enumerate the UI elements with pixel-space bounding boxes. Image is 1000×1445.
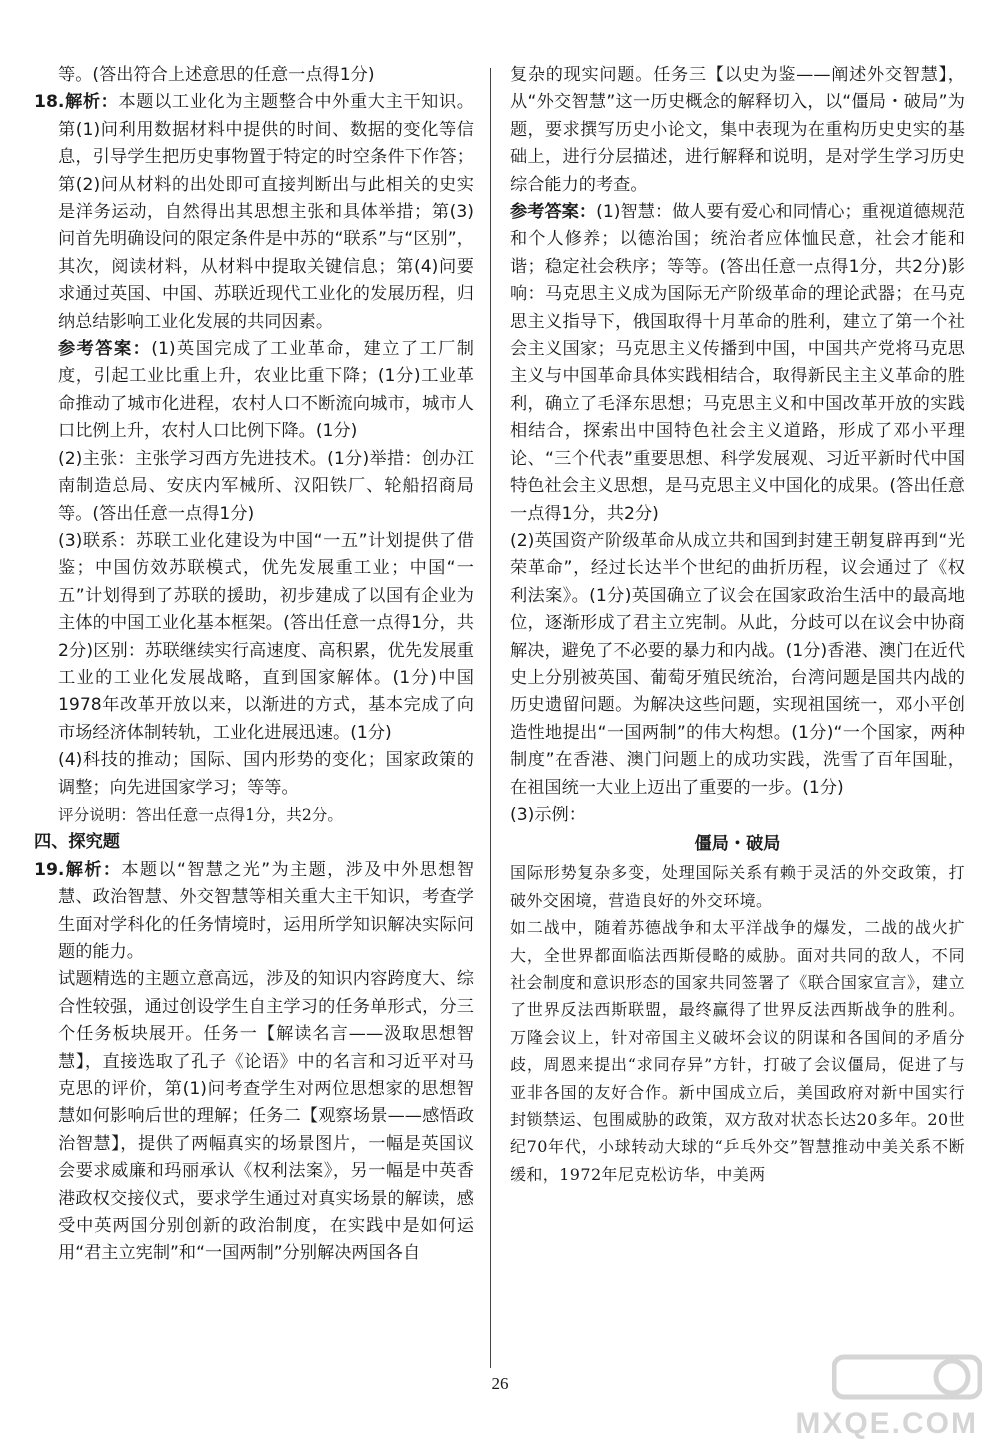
q19-answer-1-text: (1)智慧：做人要有爱心和同情心；重视道德规范和个人修养；以德治国；统治者应体恤民意，社会才能和谐；稳定社会秩序；等等。(答出任意一点得1分，共2分)影响：马克思主义成为国际无产阶级革命的理论武器；在马克思主义指导下，俄国取得十月革命的胜利，建立了第一个社会主义国家；马克思主义传播到中国，中国共产党将马克思主义与中国革命具体实践相结合，取得新民主主义革命的胜利，确立了毛泽东思想；马克思主义和中国改革开放的实践相结合，探索出中国特色社会主义道路，形成了邓小平理论、“三个代表”重要思想、科学发展观、习近平新时代中国特色社会主义思想，是马克思主义中国化的成果。(答出任意一点得1分，共2分) — [510, 202, 965, 524]
essay-paragraph-2: 如二战中，随着苏德战争和太平洋战争的爆发，二战的战火扩大，全世界都面临法西斯侵略的威胁。面对共同的敌人，不同社会制度和意识形态的国家共同签署了《联合国家宣言》，建立了世界反法西斯联盟，最终赢得了世界反法西斯战争的胜利。万隆会议上，针对帝国主义破坏会议的阴谋和各国间的矛盾分歧，周恩来提出“求同存异”方针，打破了会议僵局，促进了与亚非各国的友好合作。新中国成立后，美国政府对新中国实行封锁禁运、包围威胁的政策，双方敌对状态长达20多年。20世纪70年代，小球转动大球的“乒乓外交”智慧推动中美关系不断缓和，1972年尼克松访华，中美两 — [510, 918, 965, 1184]
right-column — [510, 62, 965, 1188]
scoring-note: 评分说明：答出任意一点得1分，共2分。 — [58, 805, 343, 824]
q19-analysis-text: 本题以“智慧之光”为主题，涉及中外思想智慧、政治智慧、外交智慧等相关重大主干知识，考查学生面对学科化的任务情境时，运用所学知识解决实际问题的能力。 — [58, 859, 475, 962]
q19-answer-1 — [510, 199, 965, 528]
watermark-text: MXQE.COM — [795, 1407, 978, 1440]
q18-answer-4: (4)科技的推动；国际、国内形势的变化；国家政策的调整；向先进国家学习；等等。 — [58, 750, 474, 798]
q18-analysis-text: 本题以工业化为主题整合中外重大主干知识。第(1)问利用数据材料中提供的时间、数据的变化等信息，引导学生把历史事物置于特定的时空条件下作答；第(2)问从材料的出处即可直接判断出与此相关的史实是洋务运动，自然得出其思想主张和具体举措；第(3)问首先明确设问的限定条件是中苏的“联系”与“区别”，其次，阅读材料，从材料中提取关键信息；第(4)问要求通过英国、中国、苏联近现代工业化的发展历程，归纳总结影响工业化发展的共同因素。 — [58, 92, 474, 332]
section-heading-inquiry: 四、探究题 — [34, 832, 120, 853]
q19-answer-2: (2)英国资产阶级革命从成立共和国到封建王朝复辟再到“光荣革命”，经过长达半个世纪的曲折历程，议会通过了《权利法案》。(1分)英国确立了议会在国家政治生活中的最高地位，逐渐形成了君主立宪制。从此，分歧可以在议会中协商解决，避免了不必要的暴力和内战。(1分)香港、澳门在近代史上分别被英国、葡萄牙殖民统治，台湾问题是国共内战的历史遗留问题。为解决这些问题，实现祖国统一，邓小平创造性地提出“一国两制”的伟大构想。(1分)“一个国家，两种制度”在香港、澳门问题上的成功实践，洗雪了百年国耻，在祖国统一大业上迈出了重要的一步。(1分) — [510, 530, 965, 798]
left-continuation-line: 等。(答出符合上述意思的任意一点得1分) — [58, 65, 375, 85]
q18-answer-1-text: (1)英国完成了工业革命，建立了工厂制度，引起工业比重上升，农业比重下降；(1分)工业革命推动了城市化进程，农村人口不断流向城市，城市人口比例上升，农村人口比例下降。(1分) — [58, 339, 474, 442]
left-column — [34, 62, 474, 1268]
q18-answer-3: (3)联系：苏联工业化建设为中国“一五”计划提供了借鉴；中国仿效苏联模式，优先发展重工业；中国“一五”计划得到了苏联的援助，初步建成了以国有企业为主体的中国工业化基本框架。(答出任意一点得1分，共2分)区别：苏联继续实行高速度、高积累，优先发展重工业的工业化发展战略，直到国家解体。(1分)中国1978年改革开放以来，以渐进的方式，基本完成了向市场经济体制转轨，工业化进展迅速。(1分) — [58, 530, 474, 743]
reference-answer-label: 参考答案： — [58, 339, 152, 360]
q18-answer-1 — [34, 336, 474, 446]
q19-analysis-detail: 试题精选的主题立意高远，涉及的知识内容跨度大、综合性较强，通过创设学生自主学习的任务单形式，分三个任务板块展开。任务一【解读名言——汲取思想智慧】，直接选取了孔子《论语》中的名言和习近平对马克思的评价，第(1)问考查学生对两位思想家的思想智慧如何影响后世的理解；任务二【观察场景——感悟政治智慧】，提供了两幅真实的场景图片，一幅是英国议会要求威廉和玛丽承认《权利法案》，另一幅是中英香港政权交接仪式，要求学生通过对真实场景的解读，感受中英两国分别创新的政治制度，在实践中是如何运用“君主立宪制”和“一国两制”分别解决两国各自 — [58, 969, 474, 1264]
q19-analysis — [34, 857, 474, 967]
reference-answer-label: 参考答案： — [510, 202, 597, 223]
q18-answer-2: (2)主张：主张学习西方先进技术。(1分)举措：创办江南制造总局、安庆内军械所、汉阳铁厂、轮船招商局等。(答出任意一点得1分) — [58, 448, 474, 524]
q19-answer-3-label: (3)示例： — [510, 804, 586, 825]
right-continuation-paragraph: 复杂的现实问题。任务三【以史为鉴——阐述外交智慧】，从“外交智慧”这一历史概念的解释切入，以“僵局・破局”为题，要求撰写历史小论文，集中表现为在重构历史史实的基础上，进行分层描述，进行解释和说明，是对学生学习历史综合能力的考查。 — [510, 65, 965, 195]
q18-analysis — [34, 89, 474, 336]
essay-paragraph-1: 国际形势复杂多变，处理国际关系有赖于灵活的外交政策，打破外交困境，营造良好的外交环境。 — [510, 863, 965, 910]
column-divider — [490, 68, 491, 1368]
page-number: 26 — [491, 1374, 509, 1393]
q18-label: 18.解析： — [34, 92, 119, 113]
q19-label: 19.解析： — [34, 859, 122, 880]
essay-title: 僵局・破局 — [694, 834, 781, 855]
